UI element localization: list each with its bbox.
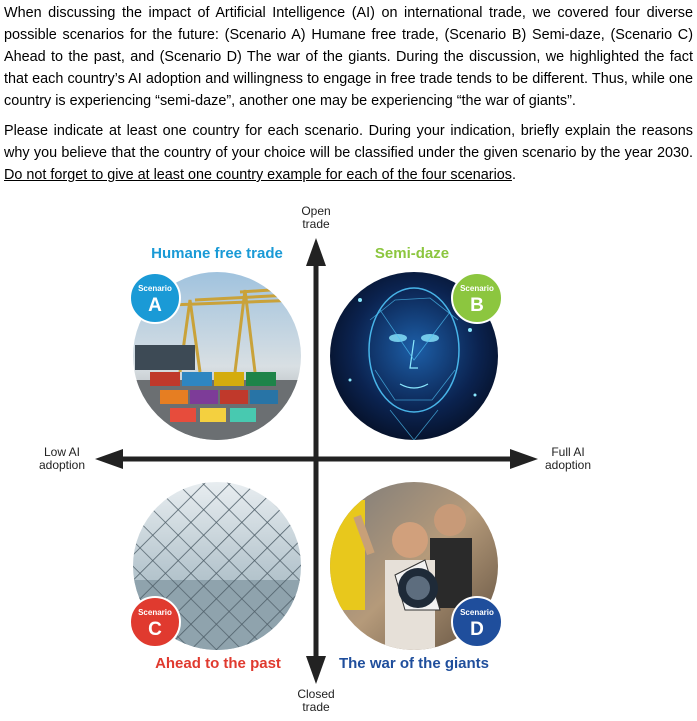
axis-right-label-1: Full AI [551, 445, 585, 459]
scenario-d-letter: D [470, 619, 484, 640]
axis-left-label-1: Low AI [43, 445, 81, 459]
axis-right-label-2: adoption [544, 458, 592, 472]
scenario-d-title: The war of the giants [338, 655, 490, 672]
instructions-text: Please indicate at least one country for each scenario. During your indication, briefly explain the reasons why you believe that the country of your choice will be classified under the given scenario by the year 2030. [4, 123, 693, 161]
scenario-c-badge-word: Scenario [138, 608, 172, 617]
scenario-c-badge [130, 597, 180, 647]
axis-bottom-label-1: Closed [297, 687, 335, 701]
scenario-c-title: Ahead to the past [155, 655, 281, 672]
scenario-a-badge-word: Scenario [138, 284, 172, 293]
axis-bottom-label-2: trade [302, 700, 330, 714]
scenario-d-badge-word: Scenario [460, 608, 494, 617]
scenario-d-badge [452, 597, 502, 647]
instructions-underlined-text: Do not forget to give at least one country example for each of the four scenarios [4, 167, 512, 183]
scenario-b-badge-word: Scenario [460, 284, 494, 293]
scenario-b-title: Semi-daze [374, 245, 450, 262]
instructions-paragraph: Please indicate at least one country for each scenario. During your indication, briefly explain the reasons why you believe that the country of your choice will be classified under the given scenario by the year 2030. Do not forget to give at least one country example for each of the four scenarios. [4, 123, 693, 183]
scenario-a-letter: A [148, 295, 162, 316]
axis-left-label-2: adoption [38, 458, 86, 472]
axis-top-label-2: trade [302, 217, 330, 231]
scenario-matrix-diagram [0, 196, 697, 721]
scenario-a-badge [130, 273, 180, 323]
scenario-a-title: Humane free trade [151, 245, 283, 262]
scenario-b-letter: B [470, 295, 484, 316]
scenario-b-badge [452, 273, 502, 323]
intro-paragraph: When discussing the impact of Artificial Intelligence (AI) on international trade, we covered four diverse possible scenarios for the future: (Scenario A) Humane free trade, (Scenario B) Semi-daze, (Scenario C) Ahead to the past, and (Scenario D) The war of the giants. During the discussion, we highlighted the fact that each country’s AI adoption and willingness to engage in free trade tends to be different. Thus, while one country is experiencing “semi-daze”, another one may be experiencing “the war of giants”. [4, 5, 693, 109]
scenario-c-letter: C [148, 619, 162, 640]
axis-top-label-1: Open [301, 204, 331, 218]
